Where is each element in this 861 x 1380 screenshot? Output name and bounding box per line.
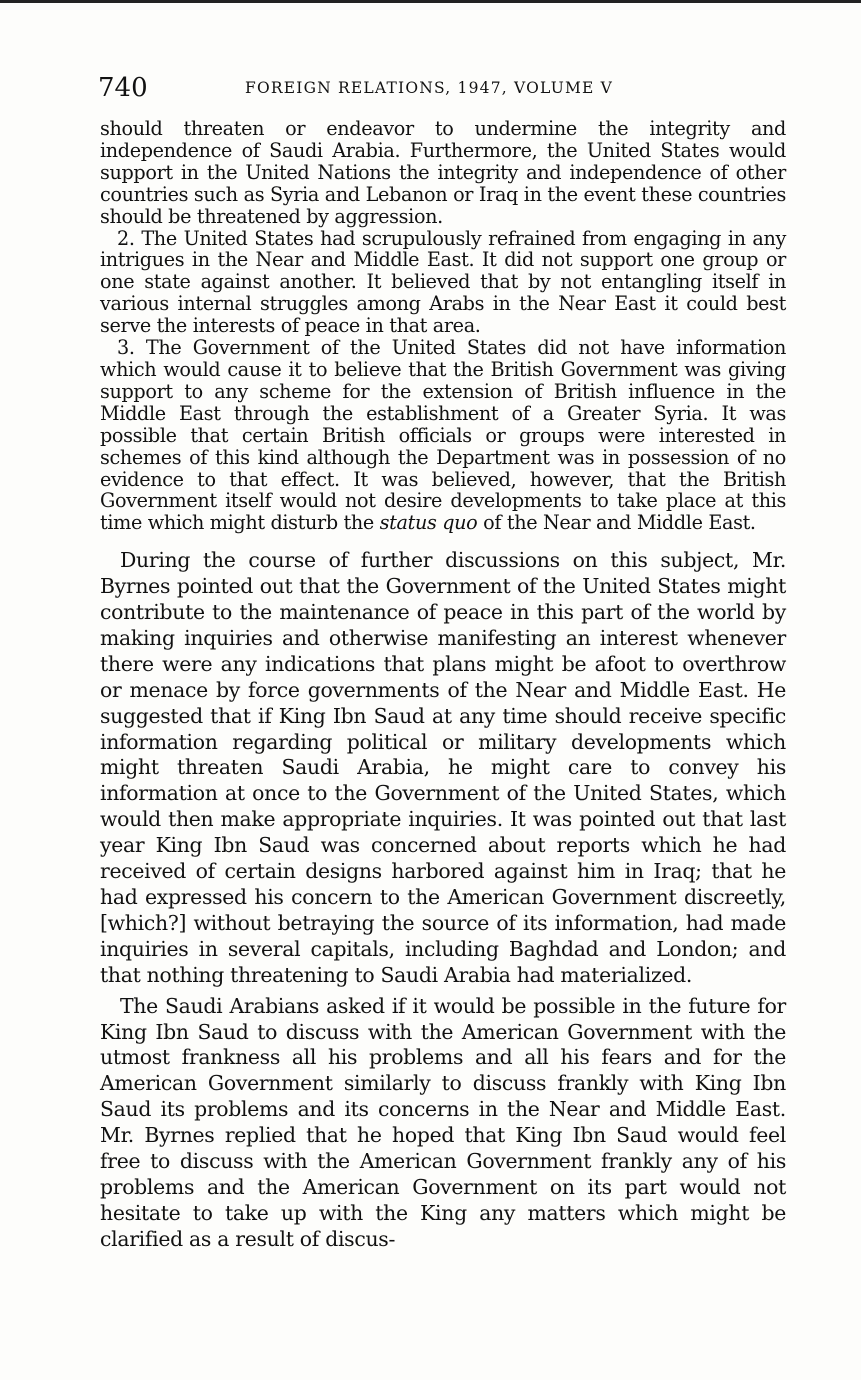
numbered-points-block bbox=[100, 118, 786, 534]
page-number: 740 bbox=[98, 73, 148, 103]
page-header bbox=[98, 72, 788, 104]
point-3-text: 3. The Government of the United States did not have information which would cause it to believe that the British Government was giving support to any scheme for the extension of British influence in the Middle East through the establishment of a Greater Syria. It was possible that certain British officials or groups were interested in schemes of this kind although the Department was in possession of no evidence to that effect. It was believed, however, that the British Government itself would not desire developments to take place at this time which might disturb the bbox=[100, 336, 786, 535]
paragraph-byrnes-discussion: During the course of further discussions on this subject, Mr. Byrnes pointed out that the Government of the United States might contribute to the maintenance of peace in this part of the world by making inquiries and otherwise manifesting an interest whenever there were any indications that plans might be afoot to overthrow or menace by force governments of the Near and Middle East. He suggested that if King Ibn Saud at any time should receive specific information regarding political or military developments which might threaten Saudi Arabia, he might care to convey his information at once to the Government of the United States, which would then make appropriate inquiries. It was pointed out that last year King Ibn Saud was concerned about reports which he had received of certain designs harbored against him in Iraq; that he had expressed his concern to the American Government discreetly, [which?] without betraying the source of its information, had made inquiries in several capitals, including Baghdad and London; and that nothing threatening to Saudi Arabia had materialized. bbox=[100, 548, 786, 987]
point-3-italic-phrase: status quo bbox=[379, 511, 478, 535]
point-1-continuation: should threaten or endeavor to undermine the integrity and independence of Saudi Arabia. Furthermore, the United States would support in the United Nations the integrity and independence of other countries such as Syria and Lebanon or Iraq in the event these countries should be threatened by aggression. bbox=[100, 117, 786, 228]
top-edge-rule bbox=[0, 0, 861, 3]
point-3-ending: of the Near and Middle East. bbox=[483, 511, 756, 535]
body-text bbox=[100, 118, 786, 1253]
paragraph-saudi-request: The Saudi Arabians asked if it would be possible in the future for King Ibn Saud to discuss with the American Government with the utmost frankness all his problems and all his fears and for the American Government similarly to discuss frankly with King Ibn Saud its problems and its concerns in the Near and Middle East. Mr. Byrnes replied that he hoped that King Ibn Saud would feel free to discuss with the American Government frankly any of his problems and the American Government on its part would not hesitate to take up with the King any matters which might be clarified as a result of discus- bbox=[100, 993, 786, 1251]
running-title: FOREIGN RELATIONS, 1947, VOLUME V bbox=[245, 79, 614, 97]
discussion-block bbox=[100, 548, 786, 1252]
point-3 bbox=[100, 337, 786, 534]
point-2: 2. The United States had scrupulously refrained from engaging in any intrigues in the Near and Middle East. It did not support one group or one state against another. It believed that by not entangling itself in various internal struggles among Arabs in the Near East it could best serve the interests of peace in that area. bbox=[100, 226, 786, 338]
